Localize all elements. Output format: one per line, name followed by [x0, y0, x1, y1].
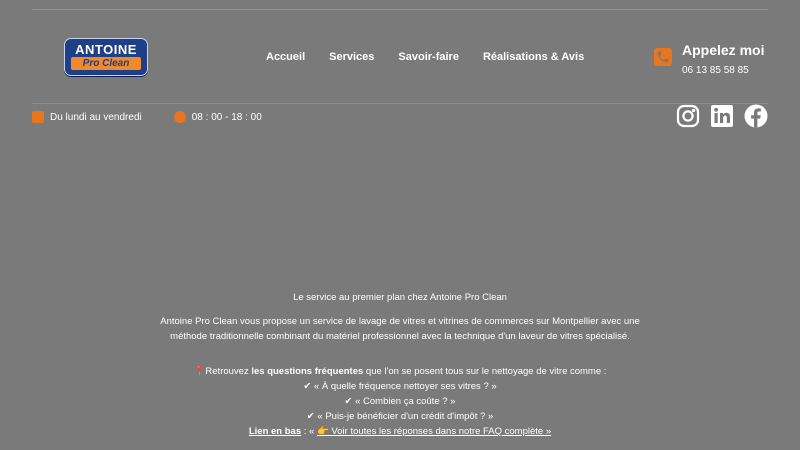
section-subtitle: Le service au premier plan chez Antoine Pro Clean [293, 292, 507, 303]
hours-item [174, 111, 262, 123]
instagram-icon[interactable] [676, 104, 700, 128]
faq-link-line [150, 424, 650, 439]
logo-text-top: ANTOINE [75, 42, 137, 57]
days-item [32, 111, 142, 123]
faq-prefix: 📍Retrouvez [193, 366, 252, 377]
info-bar [32, 111, 294, 123]
faq-bold: les questions fréquentes [251, 366, 364, 377]
faq-question-1: ✔ « À quelle fréquence nettoyer ses vitres ? » [303, 381, 497, 392]
days-text: Du lundi au vendredi [50, 111, 142, 123]
social-links [676, 104, 778, 128]
nav-savoir-faire[interactable]: Savoir-faire [398, 51, 459, 63]
main-content [150, 290, 650, 439]
hours-text: 08 : 00 - 18 : 00 [191, 111, 262, 123]
header-divider [32, 103, 768, 104]
logo[interactable] [64, 38, 148, 76]
linkedin-icon[interactable] [710, 104, 734, 128]
link-label: Lien en bas [248, 426, 302, 437]
call-title: Appelez moi [682, 42, 765, 58]
faq-intro [150, 364, 650, 379]
main-nav [266, 51, 608, 63]
nav-services[interactable]: Services [329, 51, 375, 63]
top-divider [32, 9, 768, 10]
nav-accueil[interactable]: Accueil [266, 51, 306, 63]
phone-icon [654, 48, 672, 66]
intro-paragraph: Antoine Pro Clean vous propose un service de lavage de vitres et vitrines de commerces sur Montpellier avec une méthode traditionnelle combinant du matériel professionnel avec la technique d'un laveur de vitres spécialisé. [160, 316, 640, 342]
link-separator: : « [301, 426, 317, 437]
logo-badge [64, 38, 148, 76]
faq-question-2: ✔ « Combien ça coûte ? » [344, 396, 456, 407]
faq-link[interactable]: 👉 Voir toutes les réponses dans notre FAQ complète » [316, 426, 552, 437]
phone-number[interactable]: 06 13 85 58 85 [682, 65, 749, 76]
faq-question-3: ✔ « Puis-je bénéficier d'un crédit d'impôt ? » [306, 411, 494, 422]
calendar-icon [32, 111, 44, 123]
clock-icon [174, 111, 186, 123]
facebook-icon[interactable] [744, 104, 768, 128]
logo-text-bottom: Pro Clean [71, 57, 141, 70]
nav-realisations[interactable]: Réalisations & Avis [482, 51, 585, 63]
faq-suffix: que l'on se posent tous sur le nettoyage de vitre comme : [363, 366, 607, 377]
